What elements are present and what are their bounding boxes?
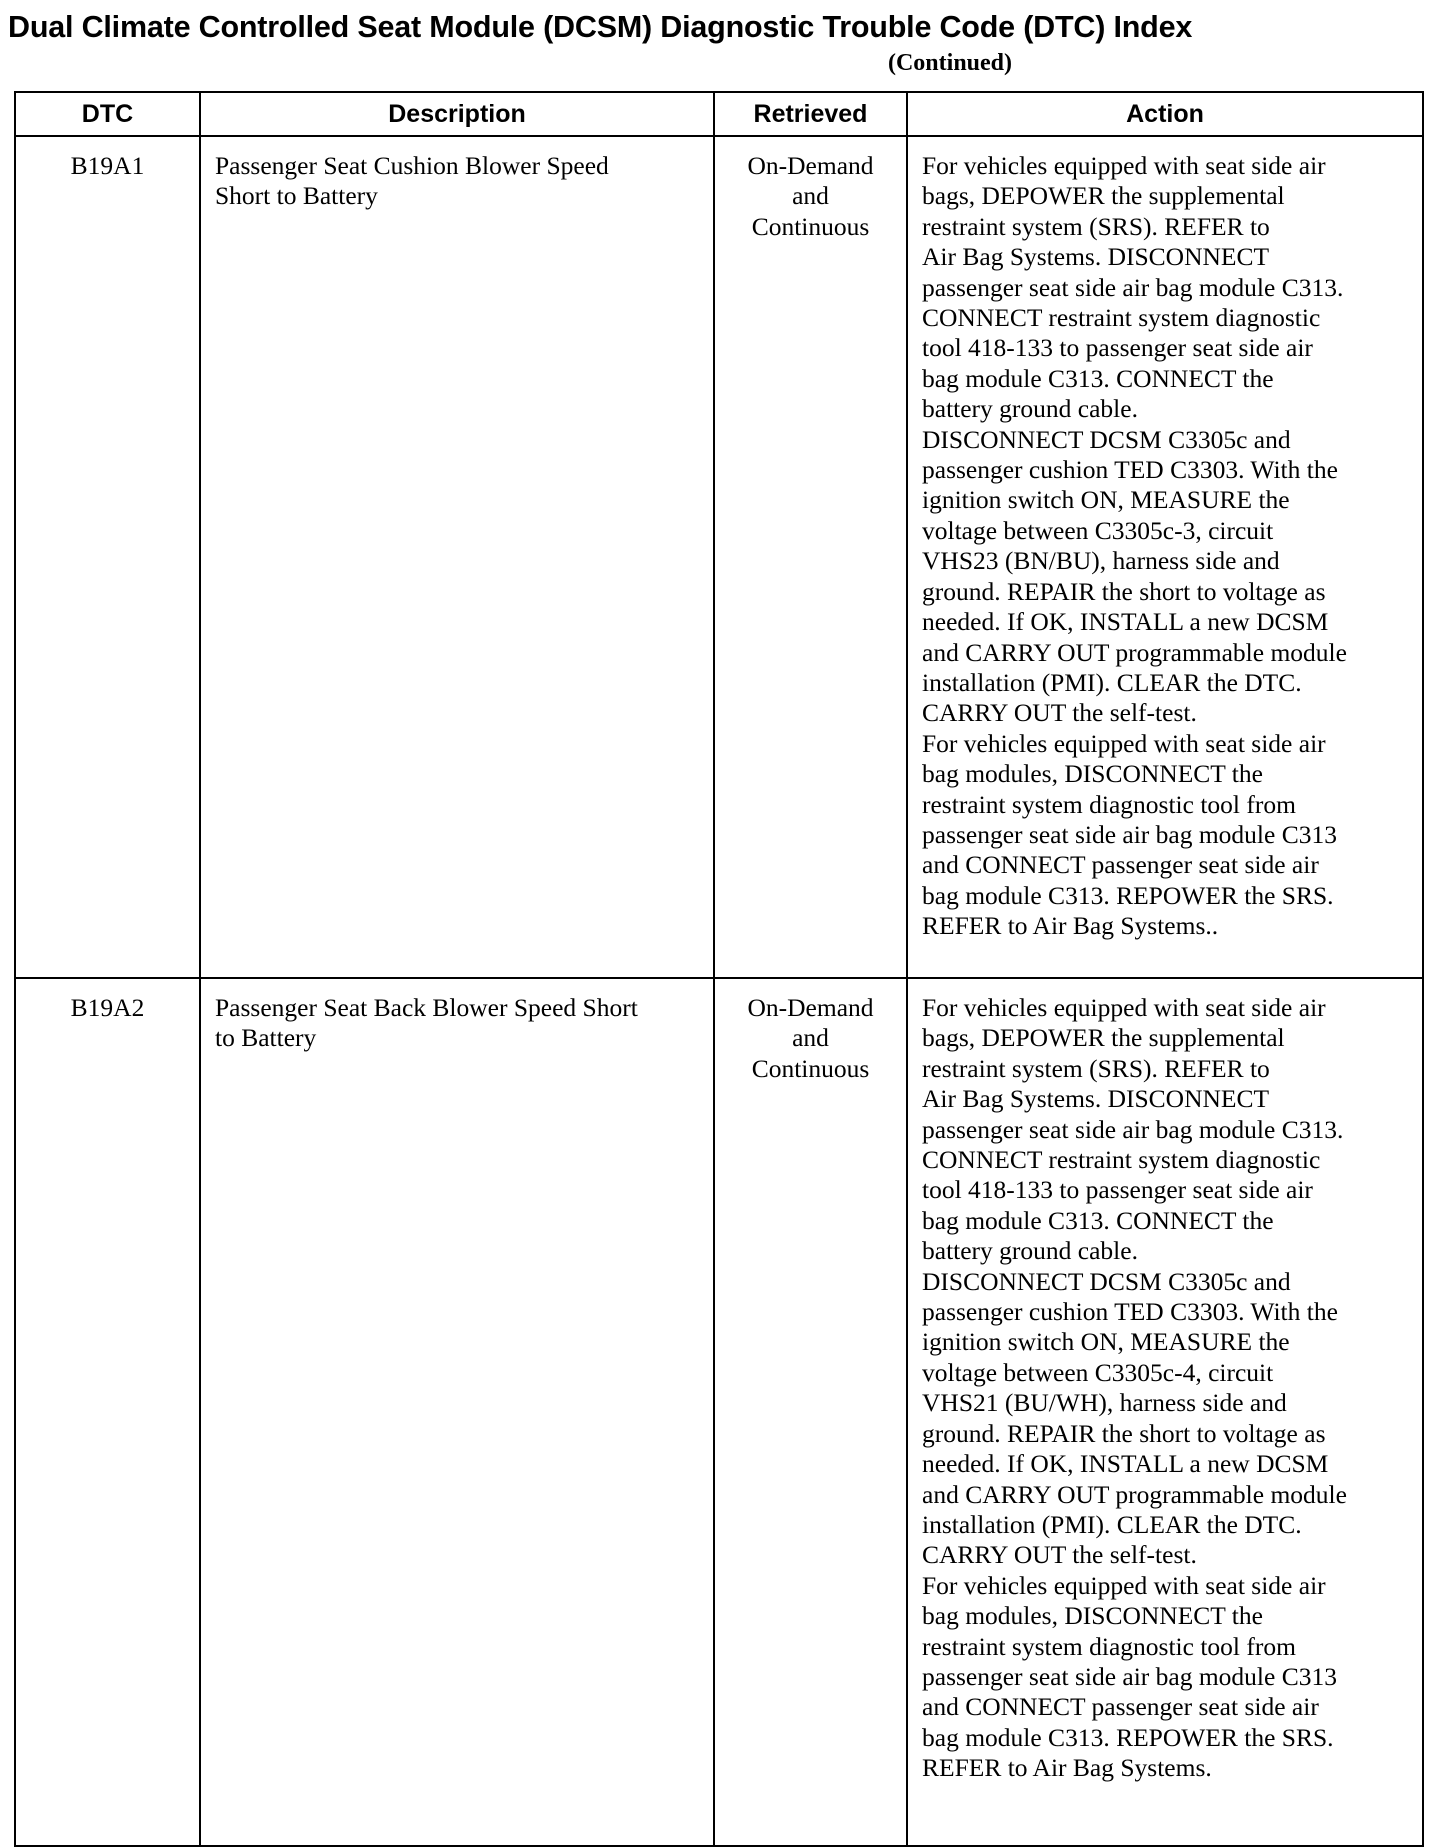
text-line: REFER to Air Bag Systems.. [922,911,1219,941]
dtc-index-table [14,91,1424,1847]
page-title: Dual Climate Controlled Seat Module (DCSM) Diagnostic Trouble Code (DTC) Index [8,10,1193,44]
action-cell [907,978,1423,1846]
table-header-row [15,92,1423,136]
text-line: VHS23 (BN/BU), harness side and [922,546,1280,576]
text-line: restraint system diagnostic tool from [922,1631,1296,1661]
text-line: For vehicles equipped with seat side air [922,1570,1326,1600]
text-line: Air Bag Systems. DISCONNECT [922,242,1270,272]
description-cell [200,978,714,1846]
table-row [15,136,1423,978]
text-line: DISCONNECT DCSM C3305c and [922,424,1291,454]
text-line: and [792,1023,829,1053]
text-line: ignition switch ON, MEASURE the [922,1327,1290,1357]
column-header-retrieved: Retrieved [714,92,907,136]
text-line: battery ground cable. [922,394,1138,424]
text-line: battery ground cable. [922,1236,1138,1266]
text-line: and CARRY OUT programmable module [922,1479,1347,1509]
text-line: voltage between C3305c-3, circuit [922,515,1274,545]
action-cell [907,136,1423,978]
continued-label: (Continued) [887,50,1013,76]
text-line: Passenger Seat Back Blower Speed Short [215,993,638,1022]
description-cell [200,136,714,978]
text-line: On-Demand [747,151,874,180]
text-line: passenger cushion TED C3303. With the [922,1297,1338,1327]
text-line: bag module C313. REPOWER the SRS. [922,880,1334,910]
table-row [15,978,1423,1846]
text-line: On-Demand [747,993,874,1022]
dtc-code-cell: B19A1 [15,136,200,978]
text-line: For vehicles equipped with seat side air [922,993,1326,1022]
text-line: passenger seat side air bag module C313 [922,819,1337,849]
text-line: CONNECT restraint system diagnostic [922,303,1321,333]
text-line: ground. REPAIR the short to voltage as [922,576,1326,606]
text-line: Continuous [751,1053,870,1083]
text-line: bag module C313. CONNECT the [922,363,1274,393]
text-line: and CONNECT passenger seat side air [922,1692,1319,1722]
text-line: passenger seat side air bag module C313 [922,1661,1337,1691]
text-line: Passenger Seat Cushion Blower Speed [215,151,609,180]
text-line: and CARRY OUT programmable module [922,637,1347,667]
text-line: bags, DEPOWER the supplemental [922,1023,1285,1053]
text-line: needed. If OK, INSTALL a new DCSM [922,1449,1329,1479]
text-line: and [792,181,829,211]
text-line: For vehicles equipped with seat side air [922,728,1326,758]
text-line: installation (PMI). CLEAR the DTC. [922,667,1302,697]
text-line: CONNECT restraint system diagnostic [922,1145,1321,1175]
column-header-dtc: DTC [15,92,200,136]
text-line: CARRY OUT the self-test. [922,1540,1197,1570]
text-line: CARRY OUT the self-test. [922,698,1197,728]
retrieved-cell [714,978,907,1846]
text-line: bags, DEPOWER the supplemental [922,181,1285,211]
text-line: restraint system (SRS). REFER to [922,1053,1270,1083]
text-line: VHS21 (BU/WH), harness side and [922,1388,1287,1418]
retrieved-cell [714,136,907,978]
text-line: tool 418-133 to passenger seat side air [922,333,1313,363]
text-line: bag modules, DISCONNECT the [922,1601,1263,1631]
text-line: bag module C313. CONNECT the [922,1205,1274,1235]
text-line: For vehicles equipped with seat side air [922,151,1326,180]
text-line: DISCONNECT DCSM C3305c and [922,1266,1291,1296]
text-line: restraint system diagnostic tool from [922,789,1296,819]
text-line: passenger seat side air bag module C313. [922,272,1344,302]
text-line: Air Bag Systems. DISCONNECT [922,1084,1270,1114]
text-line: bag modules, DISCONNECT the [922,759,1263,789]
text-line: passenger seat side air bag module C313. [922,1114,1344,1144]
column-header-description: Description [200,92,714,136]
text-line: ground. REPAIR the short to voltage as [922,1418,1326,1448]
column-header-action: Action [907,92,1423,136]
text-line: to Battery [215,1023,317,1053]
dtc-code-cell: B19A2 [15,978,200,1846]
text-line: and CONNECT passenger seat side air [922,850,1319,880]
text-line: Short to Battery [215,181,378,211]
text-line: voltage between C3305c-4, circuit [922,1357,1274,1387]
text-line: passenger cushion TED C3303. With the [922,455,1338,485]
text-line: restraint system (SRS). REFER to [922,211,1270,241]
text-line: REFER to Air Bag Systems. [922,1753,1212,1783]
text-line: tool 418-133 to passenger seat side air [922,1175,1313,1205]
text-line: Continuous [751,211,870,241]
text-line: bag module C313. REPOWER the SRS. [922,1722,1334,1752]
text-line: installation (PMI). CLEAR the DTC. [922,1509,1302,1539]
text-line: needed. If OK, INSTALL a new DCSM [922,607,1329,637]
text-line: ignition switch ON, MEASURE the [922,485,1290,515]
